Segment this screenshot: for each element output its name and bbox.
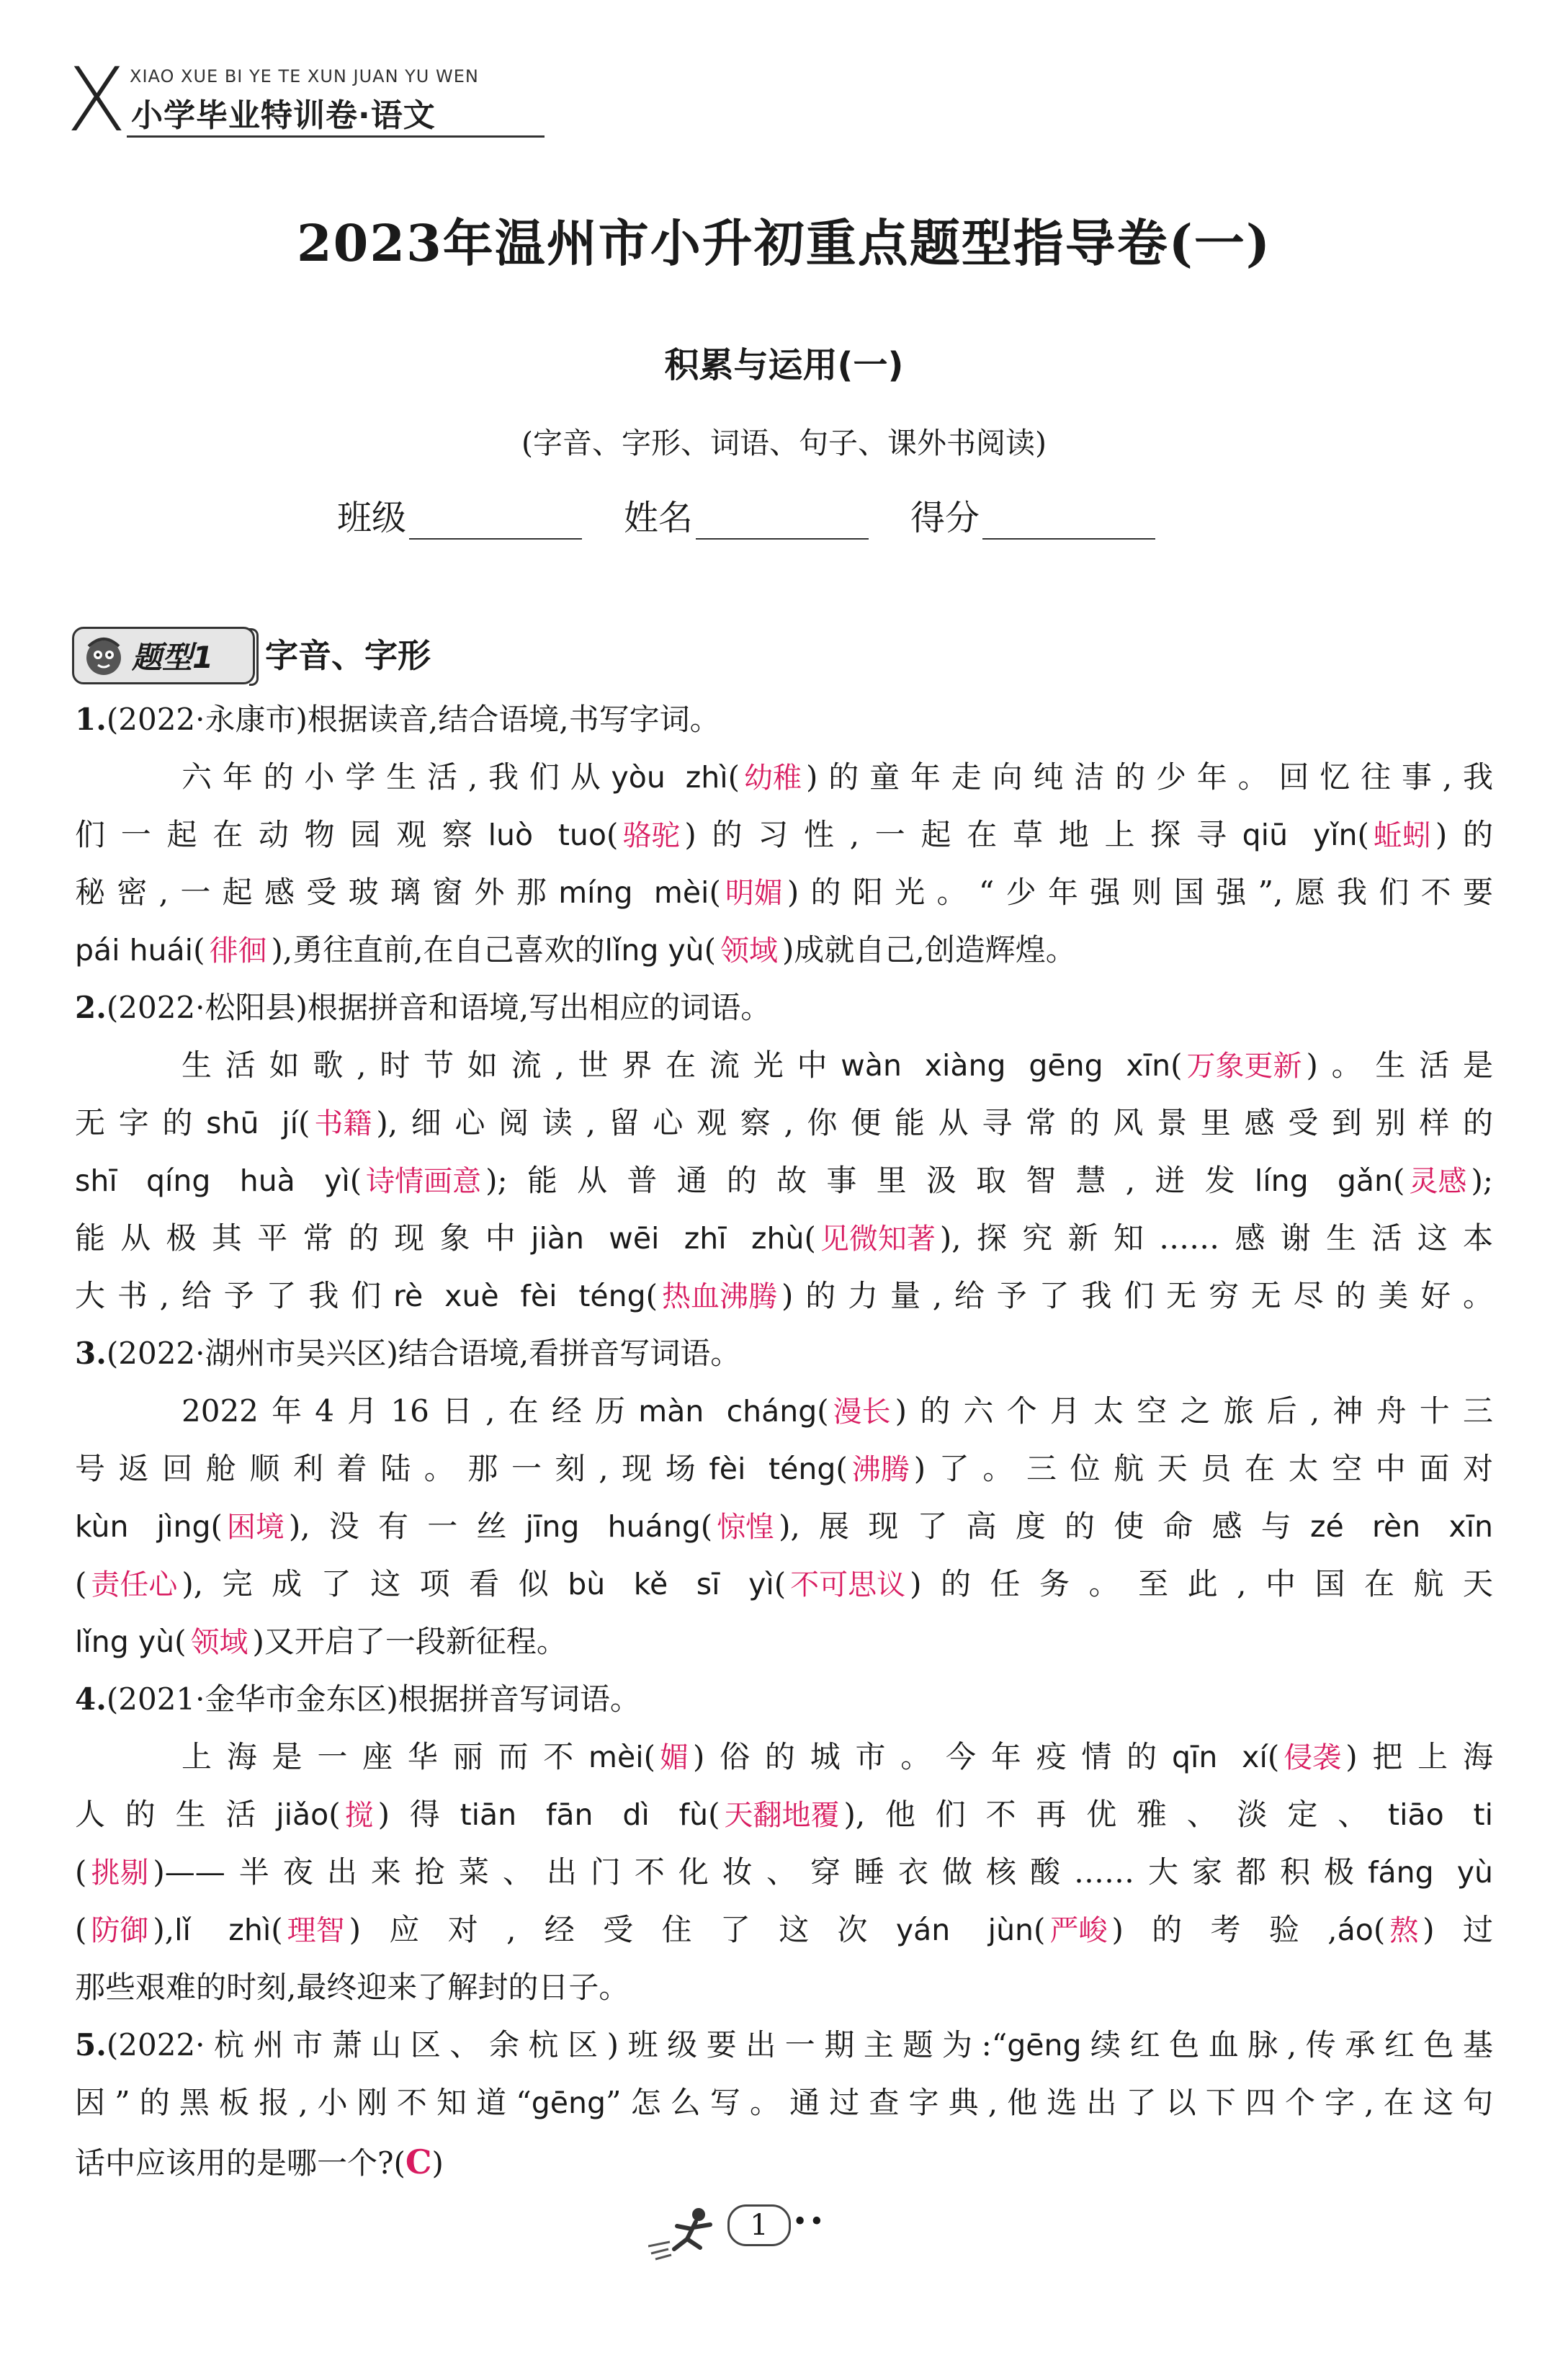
answer[interactable]: 领域 (190, 1626, 248, 1659)
pinyin: yòu zhì (611, 760, 728, 795)
answer[interactable]: 熬 (1389, 1914, 1419, 1947)
answer[interactable]: 天翻地覆 (724, 1799, 840, 1832)
text: 应对,经受住了这次 (361, 1912, 896, 1947)
q4-line-3: ( 挑剔 )——半夜出来抢菜、出门不化妆、穿睡衣做核酸……大家都积极fáng yù (75, 1854, 1493, 1890)
q3-line-3: kùn jìng( 困境 ),没有一丝jīng huáng( 惊惶 ),展现了高度的使命感与zé rèn xīn (75, 1509, 1494, 1544)
score-blank[interactable] (982, 501, 1155, 540)
answer[interactable]: 挑剔 (91, 1856, 149, 1890)
text: ”怎么写。通过查字典,他选出了以下四个字,在这句 (606, 2085, 1493, 2120)
q4-line-5 (75, 1972, 1493, 2003)
q4-line-1: 上海是一座华丽而不mèi( 媚 )俗的城市。今年疫情的qīn xí( 侵袭 )把上海 (182, 1739, 1493, 1774)
text: ; (1482, 1163, 1493, 1198)
text: 的习性,一起在草地上探寻 (696, 817, 1242, 852)
text: 的 (1447, 817, 1493, 852)
pinyin: bù kě sī yì (568, 1567, 774, 1601)
text: 生活如歌,时节如流,世界在流光中 (182, 1047, 841, 1083)
text: ;能从普通的故事里汲取智慧,迸发 (497, 1163, 1255, 1198)
pinyin: màn cháng (638, 1394, 817, 1429)
class-field[interactable] (337, 490, 582, 540)
q1-number: 1. (75, 702, 107, 737)
q5-number: 5. (75, 2027, 107, 2063)
text: 秘密,一起感受玻璃窗外那 (75, 875, 559, 910)
text: 无字的 (75, 1105, 207, 1140)
name-label: 姓名 (624, 498, 694, 538)
text: ——半夜出来抢菜、出门不化妆、穿睡衣做核酸……大家都积极 (164, 1854, 1368, 1890)
text: ,勇往直前,在自己喜欢的 (282, 932, 605, 968)
pinyin: pái huái (75, 933, 194, 968)
pinyin: tiāo ti (1388, 1797, 1493, 1832)
answer[interactable]: 灵感 (1409, 1165, 1467, 1198)
text: 了。三位航天员在太空中面对 (926, 1451, 1493, 1486)
pinyin: míng mèi (558, 875, 709, 910)
section-badge (72, 627, 255, 684)
pinyin: fáng yù (1368, 1855, 1493, 1890)
answer[interactable]: 漫长 (833, 1395, 891, 1429)
text: 那些艰难的时刻,最终迎来了解封的日子。 (75, 1970, 630, 2005)
pinyin: tiān fān dì fù (460, 1797, 709, 1832)
q5-line-2 (75, 2085, 1493, 2120)
answer[interactable]: 责任心 (91, 1568, 178, 1601)
text: 过 (1434, 1912, 1493, 1947)
series-pinyin: XIAO XUE BI YE TE XUN JUAN YU WEN (130, 66, 479, 86)
text: 又开启了一段新征程。 (264, 1624, 567, 1659)
q1-line-2: 们一起在动物园观察luò tuo( 骆驼 )的习性,一起在草地上探寻qiū yǐn( 蚯蚓 )的 (75, 817, 1493, 852)
text: 俗的城市。今年疫情的 (704, 1739, 1172, 1774)
answer[interactable]: 侵袭 (1283, 1741, 1342, 1774)
text: ,完成了这项看似 (193, 1566, 568, 1601)
pinyin: shū jí (206, 1106, 298, 1140)
answer[interactable]: 徘徊 (209, 934, 267, 968)
q2-line-3: shī qíng huà yì( 诗情画意 );能从普通的故事里汲取智慧,迸发líng gǎn( 灵感 ); (75, 1163, 1493, 1198)
q2-stem (75, 990, 1493, 1025)
q5-answer[interactable]: C (405, 2142, 432, 2181)
answer[interactable]: 不可思议 (790, 1568, 906, 1601)
pinyin: líng gǎn (1254, 1163, 1394, 1198)
runner-icon (648, 2204, 735, 2262)
q2-line-1: 生活如歌,时节如流,世界在流光中wàn xiàng gēng xīn( 万象更新 )。生活是 (182, 1047, 1494, 1083)
answer[interactable]: 骆驼 (622, 819, 681, 852)
text: 能从极其平常的现象中 (75, 1220, 532, 1256)
pinyin: shī qíng huà yì (75, 1163, 350, 1198)
page-dots: •• (792, 2207, 826, 2237)
answer[interactable]: 蚯蚓 (1373, 819, 1431, 852)
pinyin: kùn jìng (75, 1509, 211, 1544)
pinyin: lǐng yù (604, 933, 704, 968)
pinyin: jiàn wēi zhī zhù (531, 1221, 805, 1256)
text: 2022年4月16日,在经历 (182, 1393, 639, 1429)
text: ,展现了高度的使命感与 (790, 1509, 1310, 1544)
q3-line-5: lǐng yù( 领域 )又开启了一段新征程。 (75, 1624, 567, 1659)
q4-line-2: 人的生活jiǎo( 搅 )得tiān fān dì fù( 天翻地覆 ),他们不再优雅、淡定、tiāo ti (75, 1797, 1493, 1832)
pinyin: jiǎo (276, 1797, 329, 1832)
q4-line-4: ( 防御 ),lǐ zhì( 理智 )应对,经受住了这次yán jùn( 严峻 )的考验,áo( 熬 )过 (75, 1912, 1493, 1947)
q4-stem (75, 1681, 1493, 1717)
q1-stem (75, 702, 1493, 737)
logo-letter: X (66, 49, 127, 151)
class-blank[interactable] (409, 501, 582, 540)
section-title: 字音、字形 (265, 636, 431, 675)
pinyin: fèi téng (709, 1452, 836, 1486)
section-badge-label: 题型1 (132, 640, 214, 675)
text: 六年的小学生活,我们从 (182, 759, 611, 795)
badge-tab (249, 628, 259, 686)
answer[interactable]: 搅 (344, 1799, 374, 1832)
class-label: 班级 (337, 498, 407, 538)
text: 人的生活 (75, 1797, 277, 1832)
text: 的任务。至此,中国在航天 (921, 1566, 1493, 1601)
text: ,探究新知……感谢生活这本 (951, 1220, 1493, 1256)
pinyin: áo (1337, 1913, 1374, 1947)
q2-stem-text: (2022·松阳县)根据拼音和语境,写出相应的词语。 (106, 990, 771, 1025)
q3-number: 3. (75, 1336, 107, 1371)
q1-stem-text: (2022·永康市)根据读音,结合语境,书写字词。 (106, 702, 720, 737)
answer[interactable]: 困境 (226, 1511, 285, 1544)
header-rule (127, 135, 545, 138)
pinyin: lǐ zhì (174, 1913, 272, 1947)
answer[interactable]: 书籍 (314, 1107, 372, 1140)
text: ,他们不再优雅、淡定、 (855, 1797, 1388, 1832)
text: 话中应该用的是哪一个? (75, 2145, 394, 2181)
q3-line-1: 2022年4月16日,在经历màn cháng( 漫长 )的六个月太空之旅后,神舟十三 (182, 1393, 1494, 1429)
text: 。生活是 (1317, 1047, 1494, 1083)
answer[interactable]: 惊惶 (717, 1511, 775, 1544)
text: 们一起在动物园观察 (75, 817, 488, 852)
text: , (164, 1912, 175, 1947)
text: 把上海 (1357, 1739, 1493, 1774)
text: ,细心阅读,留心观察,你便能从寻常的风景里感受到别样的 (387, 1105, 1493, 1140)
q1-line-3: 秘密,一起感受玻璃窗外那míng mèi( 明媚 )的阳光。“少年强则国强”,愿我们不要 (75, 875, 1493, 910)
pinyin: mèi (588, 1740, 644, 1774)
mascot-icon (79, 632, 129, 679)
text: 的童年走向纯洁的少年。回忆往事,我 (817, 759, 1493, 795)
pinyin: zé rèn xīn (1310, 1509, 1494, 1544)
text: 的六个月太空之旅后,神舟十三 (907, 1393, 1494, 1429)
answer[interactable]: 诗情画意 (366, 1165, 482, 1198)
text: (2022·杭州市萧山区、余杭区)班级要出一期主题为:“ (106, 2027, 1008, 2063)
q3-stem (75, 1336, 1493, 1371)
pinyin: qīn xí (1171, 1740, 1268, 1774)
q2-line-4: 能从极其平常的现象中jiàn wēi zhī zhù( 见微知著 ),探究新知……感谢生活这本 (75, 1220, 1493, 1256)
name-field[interactable] (624, 490, 869, 540)
pinyin: gēng (531, 2086, 606, 2120)
q3-line-2: 号返回舱顺利着陆。那一刻,现场fèi téng( 沸腾 )了。三位航天员在太空中面对 (75, 1451, 1493, 1486)
q3-line-4: ( 责任心 ),完成了这项看似bù kě sī yì( 不可思议 )的任务。至此,中国在航天 (75, 1566, 1493, 1601)
page-number: 1 (727, 2204, 791, 2246)
answer[interactable]: 万象更新 (1186, 1050, 1302, 1083)
pinyin: qiū yǐn (1242, 818, 1358, 852)
answer[interactable]: 幼稚 (744, 761, 802, 795)
text: 大书,给予了我们 (75, 1278, 394, 1313)
pinyin: luò tuo (488, 818, 606, 852)
page-title: 2023年温州市小升初重点题型指导卷(一) (296, 213, 1272, 273)
q5-line-1 (75, 2027, 1493, 2063)
answer[interactable]: 领域 (720, 934, 779, 968)
scope-note: (字音、字形、词语、句子、课外书阅读) (521, 426, 1047, 460)
series-title: 小学毕业特训卷·语文 (131, 97, 436, 134)
answer[interactable]: 明媚 (725, 877, 783, 910)
q4-stem-text: (2021·金华市金东区)根据拼音写词语。 (106, 1681, 640, 1717)
text: 得 (389, 1797, 460, 1832)
text: 号返回舱顺利着陆。那一刻,现场 (75, 1451, 709, 1486)
pinyin: wàn xiàng gēng xīn (841, 1048, 1171, 1083)
pinyin: lǐng yù (75, 1625, 175, 1659)
pinyin: rè xuè fèi téng (393, 1279, 646, 1313)
q1-line-4: pái huái( 徘徊 ),勇往直前,在自己喜欢的lǐng yù( 领域 )成就自己,创造辉煌。 (75, 932, 1076, 968)
answer[interactable]: 媚 (659, 1741, 689, 1774)
q3-stem-text: (2022·湖州市吴兴区)结合语境,看拼音写词语。 (106, 1336, 741, 1371)
answer[interactable]: 热血沸腾 (662, 1280, 778, 1313)
text: 的力量,给予了我们无穷无尽的美好。 (793, 1278, 1493, 1313)
pinyin: jīng huáng (525, 1509, 701, 1544)
page-subtitle: 积累与运用(一) (664, 345, 904, 385)
name-blank[interactable] (696, 501, 869, 540)
answer[interactable]: 见微知著 (820, 1223, 936, 1256)
answer[interactable]: 沸腾 (851, 1453, 910, 1486)
q5-line-3: 话中应该用的是哪一个?(C) (75, 2142, 444, 2181)
text: 成就自己,创造辉煌。 (794, 932, 1076, 968)
answer[interactable]: 严峻 (1049, 1914, 1108, 1947)
text: 上海是一座华丽而不 (182, 1739, 589, 1774)
answer[interactable]: 理智 (287, 1914, 345, 1947)
score-field[interactable] (910, 490, 1155, 540)
text: 因”的黑板报,小刚不知道“ (75, 2085, 532, 2120)
q2-line-5: 大书,给予了我们rè xuè fèi téng( 热血沸腾 )的力量,给予了我们无穷无尽的美好。 (75, 1278, 1493, 1313)
pinyin: yán jùn (895, 1913, 1034, 1947)
q1-line-1: 六年的小学生活,我们从yòu zhì( 幼稚 )的童年走向纯洁的少年。回忆往事,我 (182, 759, 1493, 795)
answer[interactable]: 防御 (91, 1914, 149, 1947)
score-label: 得分 (910, 498, 980, 538)
pinyin: gēng (1007, 2028, 1082, 2063)
text: 的阳光。“少年强则国强”,愿我们不要 (799, 875, 1493, 910)
text: 续红色血脉,传承红色基 (1081, 2027, 1493, 2063)
q2-number: 2. (75, 990, 107, 1025)
q4-number: 4. (75, 1681, 107, 1717)
q2-line-2: 无字的shū jí( 书籍 ),细心阅读,留心观察,你便能从寻常的风景里感受到别样的 (75, 1105, 1493, 1140)
text: ,没有一丝 (300, 1509, 526, 1544)
text: 的考验, (1123, 1912, 1338, 1947)
